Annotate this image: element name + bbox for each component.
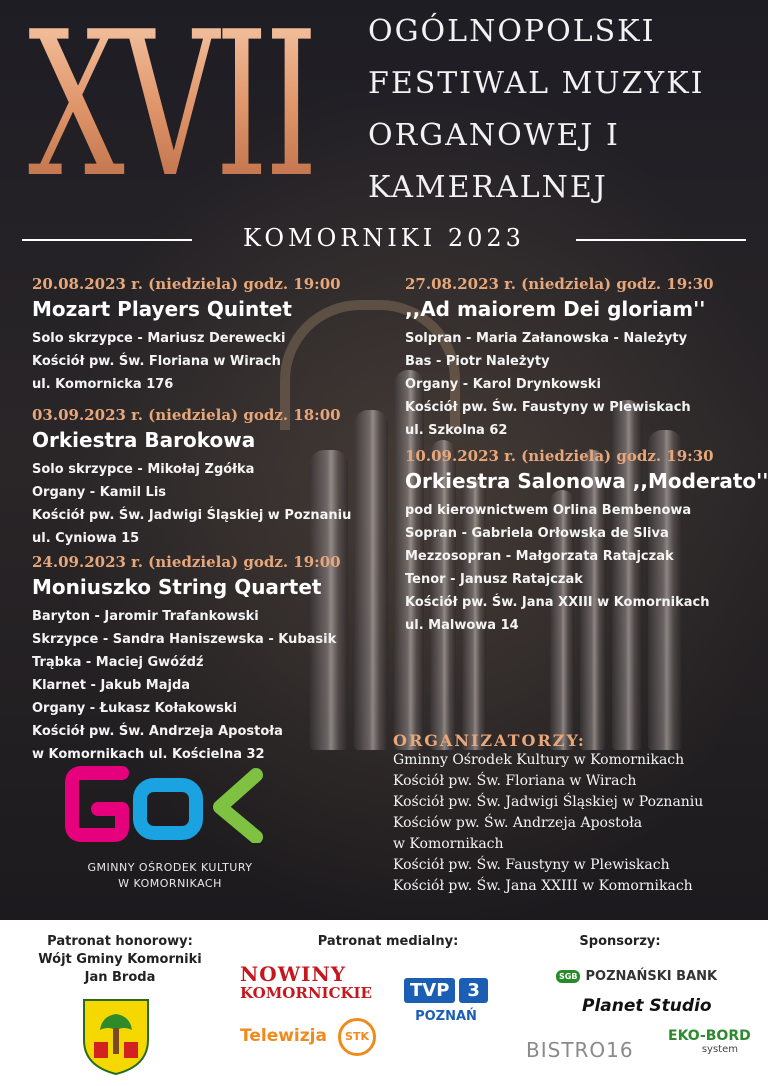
media-heading: Patronat medialny: [317,934,459,949]
organizer-line: Kościół pw. Św. Floriana w Wirach [393,773,637,789]
event-name: ,,Ad maiorem Dei gloriam'' [405,297,706,321]
event-date: 27.08.2023 r. (niedziela) godz. 19:30 [405,275,714,293]
event-line: Baryton - Jaromir Trafankowski [32,609,259,624]
event-line: Tenor - Janusz Ratajczak [405,572,583,587]
event-orkiestra-salonowa [405,447,768,637]
event-line: ul. Komornicka 176 [32,377,174,392]
nowiny-komornickie-logo [240,964,380,1002]
title-line-4: KAMERALNEJ [368,170,608,205]
sponsors-heading: Sponsorzy: [579,934,661,949]
event-line: Bas - Piotr Należyty [405,354,550,369]
title-line-3: ORGANOWEJ I [368,118,620,153]
telewizja-text: Telewizja [240,1026,327,1046]
title-line-2: FESTIWAL MUZYKI [368,66,705,101]
organizers-heading: ORGANIZATORZY: [393,731,586,750]
event-line: Organy - Karol Drynkowski [405,377,601,392]
organizer-line: Kościół pw. Św. Faustyny w Plewiskach [393,857,670,873]
tvp-text: TVP [404,978,455,1003]
eko-bord-text: EKO-BORD [668,1028,751,1044]
organizer-line: w Komornikach [393,836,504,852]
event-line: Solo skrzypce - Mariusz Derewecki [32,331,286,346]
organizer-line: Kościół pw. Św. Jana XXIII w Komornikach [393,878,693,894]
edition-numeral: XVII [28,0,315,222]
sgb-badge: SGB [556,970,580,983]
eko-bord-system: system [701,1044,738,1055]
event-line: pod kierownictwem Orlina Bembenowa [405,503,692,518]
event-name: Orkiestra Barokowa [32,428,256,452]
location-text: KOMORNIKI 2023 [243,224,525,252]
location-banner [0,224,768,256]
komornickie-text: KOMORNICKIE [240,984,372,1002]
event-line: ul. Szkolna 62 [405,423,508,438]
event-line: ul. Malwowa 14 [405,618,519,633]
bistro16-logo: BISTRO16 [526,1038,634,1062]
stk-badge: STK [338,1018,376,1056]
poznan-text: POZNAŃ [415,1009,477,1024]
event-line: ul. Cyniowa 15 [32,531,140,546]
planet-studio-logo: Planet Studio [582,996,712,1016]
event-line: Kościół pw. Św. Jadwigi Śląskiej w Poznaniu [32,508,352,523]
event-line: Skrzypce - Sandra Haniszewska - Kubasik [32,632,337,647]
event-name: Mozart Players Quintet [32,297,292,321]
event-line: Kościół pw. Św. Andrzeja Apostoła [32,724,283,739]
organizer-line: Kościów pw. Św. Andrzeja Apostoła [393,815,643,831]
tvp3-poznan-logo [404,978,504,1048]
event-line: Solo skrzypce - Mikołaj Zgółka [32,462,255,477]
gok-caption-1: GMINNY OŚRODEK KULTURY [87,861,253,874]
title-line-1: OGÓLNOPOLSKI [368,14,656,49]
divider-left [22,239,192,241]
event-moniuszko-quartet [32,553,341,766]
event-orkiestra-barokowa [32,406,351,550]
event-ad-maiorem [405,275,714,442]
eko-bord-logo [668,1028,758,1055]
tvp-number: 3 [459,978,488,1003]
event-name: Orkiestra Salonowa ,,Moderato'' [405,469,768,493]
bank-text: POZNAŃSKI BANK [585,969,718,984]
coat-of-arms-icon [80,996,152,1076]
event-line: Klarnet - Jakub Majda [32,678,191,693]
honorary-line-1: Wójt Gminy Komorniki [38,952,202,967]
event-date: 10.09.2023 r. (niedziela) godz. 19:30 [405,447,714,465]
event-mozart-players [32,275,341,396]
event-line: w Komornikach ul. Kościelna 32 [32,747,265,762]
event-line: Solpran - Maria Załanowska - Należyty [405,331,688,346]
event-line: Kościół pw. Św. Floriana w Wirach [32,354,281,369]
honorary-line-2: Jan Broda [84,970,156,985]
event-date: 24.09.2023 r. (niedziela) godz. 19:00 [32,553,341,571]
organizer-line: Kościół pw. Św. Jadwigi Śląskiej w Poznaniu [393,794,704,810]
gok-logo [60,765,280,895]
event-date: 03.09.2023 r. (niedziela) godz. 18:00 [32,406,341,424]
gok-caption-2: W KOMORNIKACH [118,877,222,890]
gok-logo-letters [60,765,280,843]
patrons-band [0,920,768,1086]
event-name: Moniuszko String Quartet [32,575,322,599]
honorary-heading: Patronat honorowy: [47,934,193,949]
event-line: Kościół pw. Św. Jana XXIII w Komornikach [405,595,710,610]
event-line: Organy - Kamil Lis [32,485,167,500]
event-line: Mezzosopran - Małgorzata Ratajczak [405,549,674,564]
organizer-line: Gminny Ośrodek Kultury w Komornikach [393,752,685,768]
event-line: Sopran - Gabriela Orłowska de Sliva [405,526,669,541]
event-line: Trąbka - Maciej Gwóźdź [32,655,204,670]
telewizja-stk-logo [240,1016,390,1060]
organizers-block [393,731,703,897]
poznanski-bank-logo [556,966,736,985]
event-line: Kościół pw. Św. Faustyny w Plewiskach [405,400,691,415]
event-line: Organy - Łukasz Kołakowski [32,701,238,716]
event-date: 20.08.2023 r. (niedziela) godz. 19:00 [32,275,341,293]
nowiny-text: NOWINY [240,962,347,986]
divider-right [576,239,746,241]
